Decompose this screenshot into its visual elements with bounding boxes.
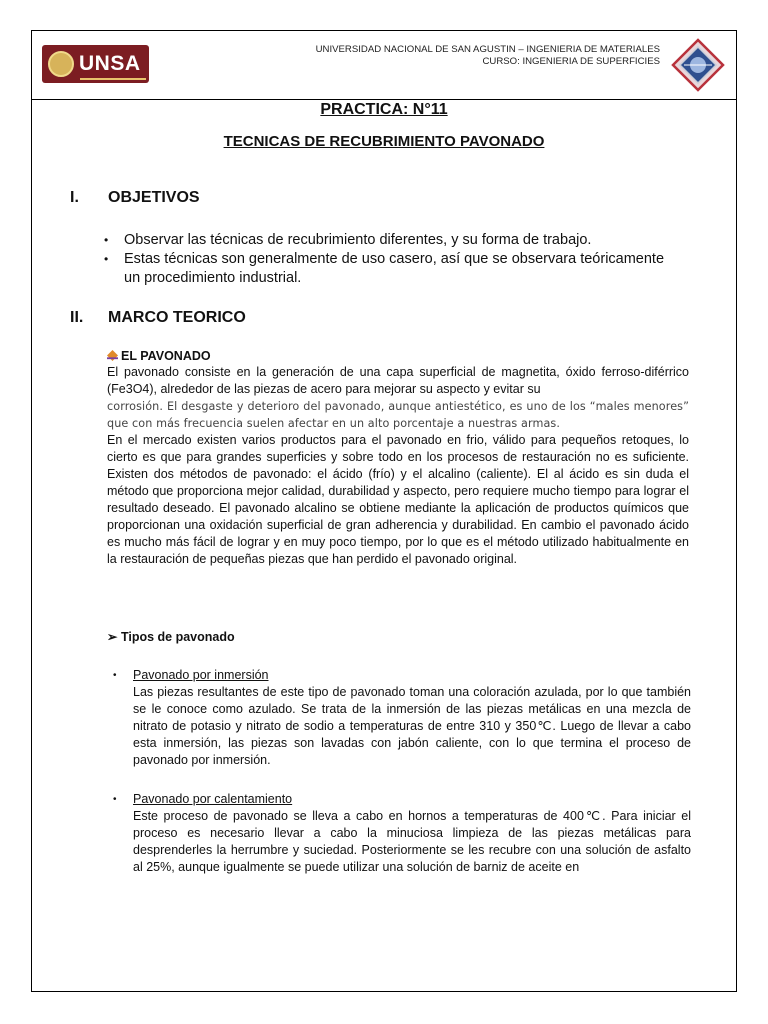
item-text: Las piezas resultantes de este tipo de pavonado toman una coloración azulada, por lo que también se le conoce como azulado. Se trata de la inmersión de las piezas metálicas en una mezcla de nitrato de potasio y nitrato de sodio a temperaturas de entre 310 y 350℃. Luego de llevar a cabo esta inmersión, las piezas son lavadas con jabón caliente, con lo que termina el proceso de pavonado por inmersión. [133,685,691,767]
subheading-text: EL PAVONADO [121,349,211,363]
bullet-icon: • [113,794,117,805]
logo-text: UNSA [79,52,141,75]
paragraph: En el mercado existen varios productos para el pavonado en frio, válido para pequeños retoques, lo cierto es que para grandes superficies y sobre todo en los procesos de restauración no es suficiente. Existen dos métodos de pavonado: el ácido (frío) y el alcalino (caliente). El al ácido es sin duda el método que proporciona mejor calidad, durabilidad y aspecto, pero requiere mucho tiempo para lograr el resultado deseado. El pavonado alcalino se obtiene mediante la aplicación de productos químicos que proporcionan una oxidación superficial de gran adherencia y durabilidad. En cambio el pavonado ácido es mucho más fácil de lograr y en muy poco tiempo, por lo que es el método utilizado habitualmente en la restauración de pequeñas piezas que han perdido el pavonado original. [107,433,689,566]
unsa-logo [42,45,149,83]
section-title: OBJETIVOS [108,189,200,206]
header-university: UNIVERSIDAD NACIONAL DE SAN AGUSTIN – INGENIERIA DE MATERIALES [315,44,660,55]
item-text: Este proceso de pavonado se lleva a cabo en hornos a temperaturas de 400℃. Para iniciar el proceso es necesario llevar a cabo la minuciosa limpieza de las piezas metálicas para desprenderles la herrumbre y suciedad. Posteriormente se les recubre con una solución de asfalto al 25%, aunque igualmente se puede utilizar una solución de barniz de aceite en [133,809,691,874]
page-frame [31,30,737,992]
paragraph-quote: corrosión. El desgaste y deterioro del pavonado, aunque antiestético, es uno de los “males menores” que con más frecuencia suelen afectar en un alto porcentaje a nuestras armas. [107,400,689,430]
arrow-bullet-icon [107,350,118,361]
header-course: CURSO: INGENIERIA DE SUPERFICIES [482,56,660,67]
unsa-seal-icon [48,51,74,77]
practice-title: PRACTICA: N°11 [320,101,448,118]
logo-underline [80,78,146,80]
section-number: I. [70,189,79,206]
bullet-icon: • [113,670,117,681]
item-title: Pavonado por inmersión [133,668,269,682]
item-title: Pavonado por calentamiento [133,792,293,806]
page-header [32,31,736,100]
topic-title: TECNICAS DE RECUBRIMIENTO PAVONADO [223,133,545,150]
faculty-emblem-icon [670,37,726,93]
subheading-pavonado [107,349,211,363]
paragraph: El pavonado consiste en la generación de una capa superficial de magnetita, óxido ferroso-diférrico (Fe3O4), alrededor de las piezas de acero para mejorar su aspecto y evitar su [107,365,689,396]
objectives-list [104,231,684,288]
section-title: MARCO TEORICO [108,309,246,326]
header-text [316,44,660,68]
list-item: • Estas técnicas son generalmente de uso casero, así que se observara teóricamente un procedimiento industrial. [104,250,684,288]
section-number: II. [70,309,84,326]
section-theory-heading [70,309,246,327]
section-objectives-heading [70,189,200,207]
types-heading: ➢ Tipos de pavonado [107,630,235,644]
list-item: • Observar las técnicas de recubrimiento diferentes, y su forma de trabajo. [104,231,684,250]
